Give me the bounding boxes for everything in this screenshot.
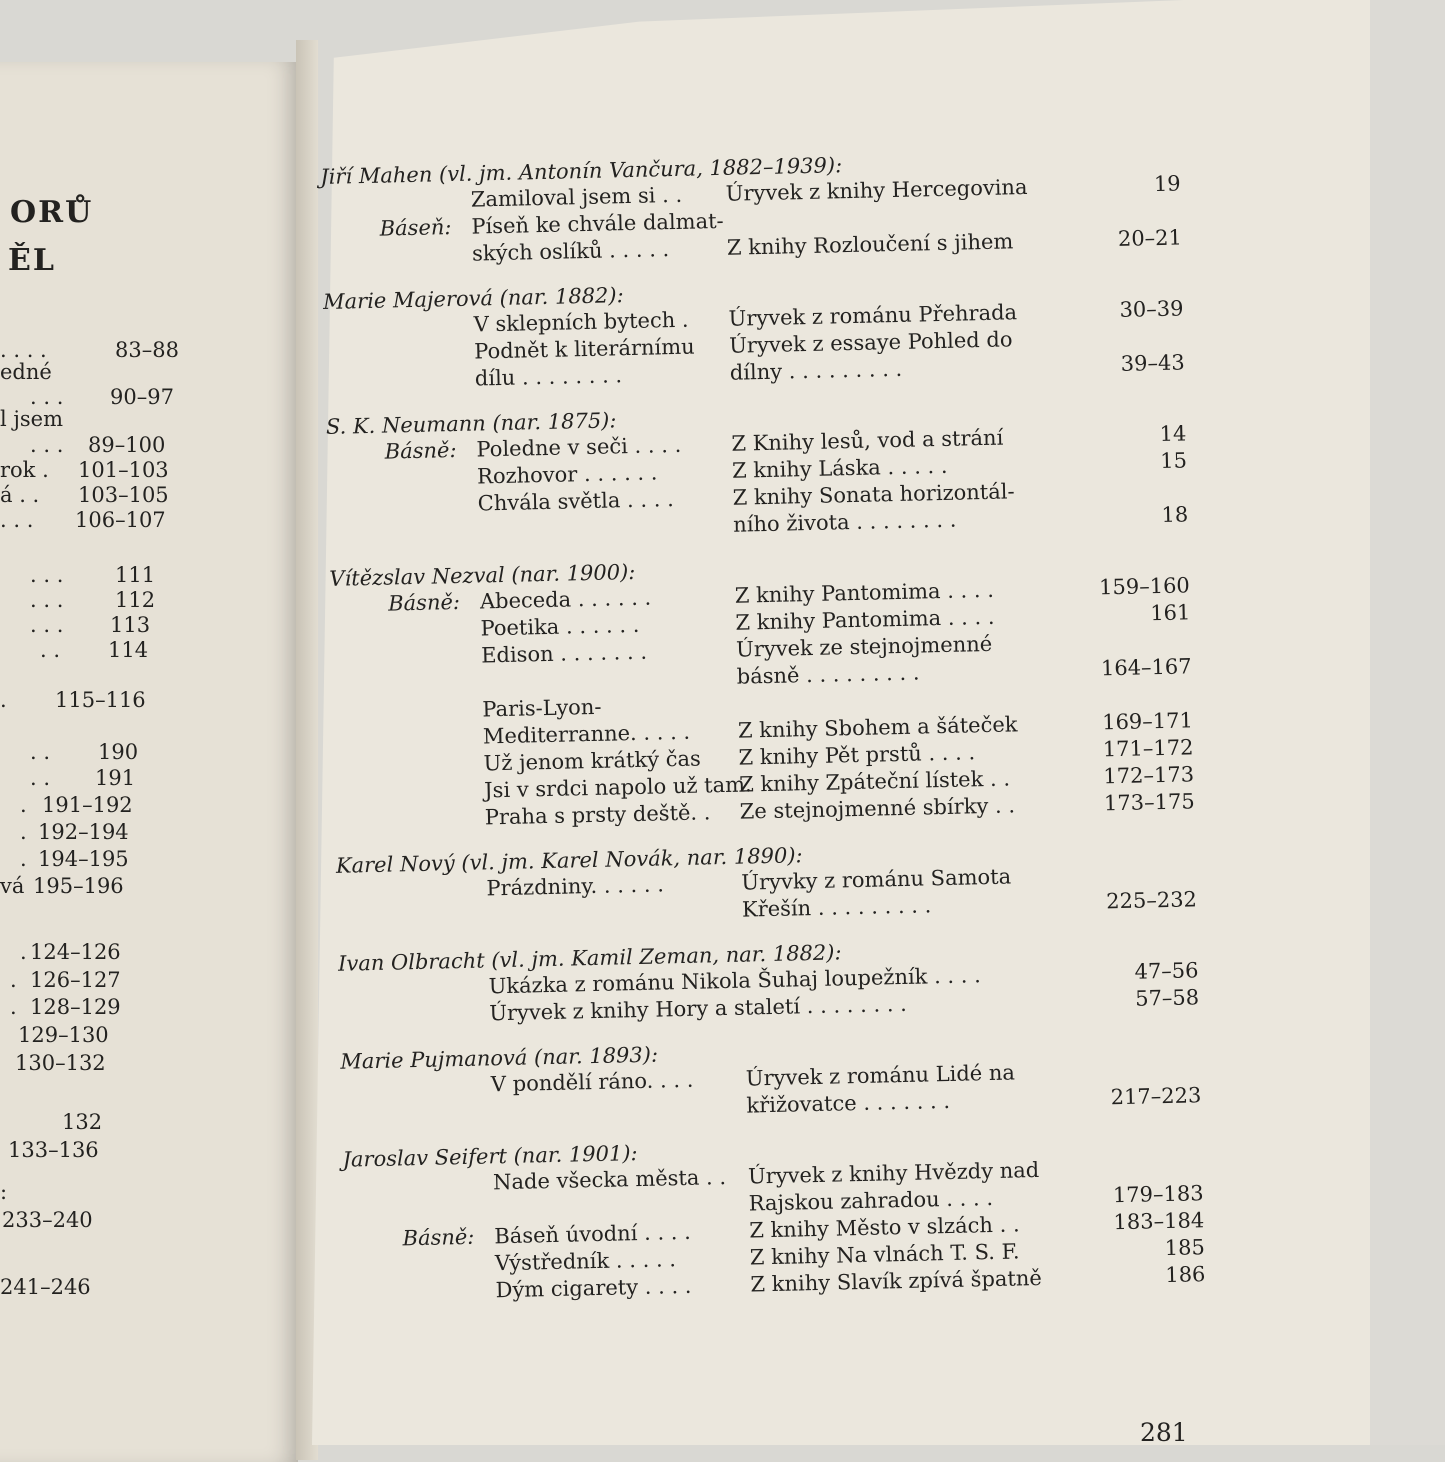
work-source: Z knihy Zpáteční lístek . . [738,766,1011,797]
left-index-fragment: vá [0,874,25,898]
left-index-fragment: . [20,820,27,844]
genre-label: Báseň: [379,215,452,241]
work-source: Ze stejnojmenné sbírky . . [739,793,1016,824]
work-source: Úryvek z románu Lidé na [745,1060,1016,1091]
work-title: dílu . . . . . . . . [474,363,623,391]
left-index-pages: 111 [115,563,156,587]
page-range: 47–56 [1134,958,1199,984]
left-index-pages: 132 [62,1110,103,1134]
work-title: Báseň úvodní . . . . [494,1219,692,1249]
left-index-pages: 191–192 [42,793,133,817]
left-index-pages: 114 [108,638,149,662]
author-heading: Karel Nový (vl. jm. Karel Novák, nar. 1890): [335,843,803,878]
page-range: 169–171 [1101,708,1194,735]
work-source: ního života . . . . . . . . [732,507,957,537]
page-range: 225–232 [1105,887,1198,914]
work-title: Jsi v srdci napolo už tam. [483,772,752,803]
work-source: Úryvek z essaye Pohled do [728,327,1013,358]
work-title: Praha s prsty deště. . [484,800,711,830]
work-title: Mediterranne. . . . . [482,719,691,749]
left-index-fragment: . . . [30,433,64,457]
work-title: Prázdniny. . . . . . [486,872,665,901]
work-source: Z Knihy lesů, vod a strání [731,425,1004,456]
work-source: Úryvek ze stejnojmenné [735,631,993,662]
work-source: Úryvek z knihy Hvězdy nad [747,1157,1040,1189]
work-title: Poledne v seči . . . . [476,432,682,462]
page-range: 164–167 [1100,654,1192,681]
work-title: Už jenom krátký čas [483,746,702,776]
left-index-pages: 194–195 [38,847,129,871]
page-range: 171–172 [1102,735,1194,762]
left-index-fragment: . [20,793,27,817]
page-range: 161 [1150,600,1191,626]
work-title: Podnět k literárnímu [473,334,695,364]
genre-label: Básně: [384,437,457,464]
left-index-pages: 190 [98,740,139,764]
work-title: Výstředník . . . . . [494,1247,677,1276]
work-source: Úryvky z románu Samota [741,864,1012,895]
work-source: Úryvek z knihy Hercegovina [725,174,1028,206]
left-index-pages: 129–130 [18,1023,109,1047]
left-heading-fragment-2: ĚL [8,243,56,278]
page-range: 18 [1161,502,1189,527]
work-source: Z knihy Město v slzách . . [749,1212,1020,1243]
work-source: křižovatce . . . . . . . [746,1088,951,1118]
page-range: 185 [1164,1235,1206,1261]
left-index-fragment: : [0,1180,8,1204]
left-index-fragment: . . [30,740,51,764]
left-index-pages: 89–100 [88,433,166,457]
left-index-pages: 233–240 [2,1208,93,1232]
left-index-pages: 128–129 [30,995,121,1019]
work-source: Z knihy Slavík zpívá špatně [750,1265,1043,1297]
work-source: básně . . . . . . . . . [736,660,920,689]
left-index-pages: 112 [115,588,156,612]
author-index [320,145,1226,1309]
work-source: dílny . . . . . . . . . [729,356,903,385]
work-source: Z knihy Pantomima . . . . [735,604,995,635]
left-index-pages: 124–126 [30,940,121,964]
left-index-fragment: . [20,940,27,964]
page-range: 15 [1159,448,1188,474]
author-heading: Jaroslav Seifert (nar. 1901): [342,1141,638,1172]
author-heading: Marie Pujmanová (nar. 1893): [340,1042,659,1074]
left-index-pages: 191 [95,766,136,790]
page-range: 19 [1153,171,1181,197]
left-index-fragment: edné [0,360,52,384]
left-index-pages: 113 [110,613,151,637]
work-title: Dým cigarety . . . . [495,1273,692,1303]
left-index-pages: 192–194 [38,820,129,844]
left-index-fragment: rok . [0,458,49,482]
left-index-fragment: . . [30,766,51,790]
page-range: 186 [1165,1262,1206,1288]
work-title: Poetika . . . . . . [480,612,640,641]
author-heading: Marie Majerová (nar. 1882): [322,283,624,314]
left-index-fragment: . . . [30,613,64,637]
table-surface [1370,0,1445,1445]
work-source: Z knihy Na vlnách T. S. F. [749,1239,1020,1270]
page-range: 20–21 [1117,225,1183,251]
page-range: 172–173 [1103,762,1195,789]
work-title: V sklepních bytech . [473,307,689,337]
left-index-fragment: . . . [30,588,64,612]
work-title: Úryvek z knihy Hory a staletí . . . . . . . . [489,991,908,1026]
work-source: Z knihy Rozloučení s jihem [726,229,1014,260]
work-title: Píseň ke chvále dalmat- [471,208,724,239]
work-source: Rajskou zahradou . . . . [748,1186,994,1216]
left-index-pages: 101–103 [78,458,169,482]
work-title: Paris-Lyon- [482,694,602,722]
work-source: Úryvek z románu Přehrada [728,300,1018,331]
genre-label: Básně: [387,589,461,616]
work-source: Z knihy Láska . . . . . [731,453,948,483]
work-title: V pondělí ráno. . . . [490,1067,694,1097]
left-index-pages: 133–136 [8,1138,99,1162]
left-index-fragment: . . . . [0,338,47,362]
page-range: 14 [1159,421,1187,447]
left-index-pages: 83–88 [115,338,179,362]
left-index-fragment: . [0,688,7,712]
left-index-fragment: . [10,995,17,1019]
work-source: Z knihy Sonata horizontál- [732,479,1015,510]
left-index-pages: 130–132 [15,1051,106,1075]
left-index-pages: 90–97 [110,385,174,409]
left-index-fragment: . . . [30,563,64,587]
left-index-fragment: . . . [0,508,34,532]
left-index-pages: 115–116 [55,688,146,712]
author-heading: Jiří Mahen (vl. jm. Antonín Vančura, 1882–1939): [320,153,843,189]
left-index-pages: 126–127 [30,968,121,992]
left-heading-fragment-1: ORŮ [10,195,94,230]
left-index-fragment: á . . [0,483,40,507]
left-index-fragment: l jsem [0,407,64,431]
left-index-fragment: . [20,847,27,871]
left-index-fragment: . . . [30,385,64,409]
page-range: 173–175 [1103,789,1195,816]
left-index-pages: 106–107 [75,508,166,532]
page-number: 281 [1140,1418,1188,1447]
author-heading: S. K. Neumann (nar. 1875): [325,408,617,439]
left-index-pages: 195–196 [33,874,124,898]
genre-label: Básně: [402,1224,475,1251]
work-source: Z knihy Sbohem a šáteček [737,712,1018,743]
work-title: Ukázka z románu Nikola Šuhaj loupežník . . . . [488,963,982,999]
page-range: 57–58 [1134,985,1200,1011]
page-range: 217–223 [1110,1083,1202,1110]
work-title: Zamiloval jsem si . . [470,182,683,212]
book-gutter [296,40,318,1460]
page-range: 159–160 [1098,573,1191,600]
work-title: ských oslíků . . . . . [471,237,670,266]
work-source: Křešín . . . . . . . . . [741,893,932,922]
work-title: Rozhovor . . . . . . [476,460,658,489]
work-title: Abeceda . . . . . . [479,585,652,614]
work-title: Edison . . . . . . . [480,639,648,668]
left-index-fragment: . . [40,638,61,662]
page-range: 183–184 [1113,1208,1205,1235]
page-range: 30–39 [1119,296,1184,322]
left-index-fragment: . [10,968,17,992]
author-heading: Vítězslav Nezval (nar. 1900): [329,559,636,591]
work-source: Z knihy Pantomima . . . . [734,577,995,608]
work-title: Nade všecka města . . [492,1165,727,1195]
page-range: 39–43 [1120,350,1185,376]
work-source: Z knihy Pět prstů . . . . [738,740,976,770]
left-index-pages: 241–246 [0,1275,91,1299]
author-heading: Ivan Olbracht (vl. jm. Kamil Zeman, nar. 1882): [337,940,842,976]
left-index-pages: 103–105 [78,483,169,507]
work-title: Chvála světla . . . . [477,487,674,516]
page-range: 179–183 [1112,1181,1204,1208]
